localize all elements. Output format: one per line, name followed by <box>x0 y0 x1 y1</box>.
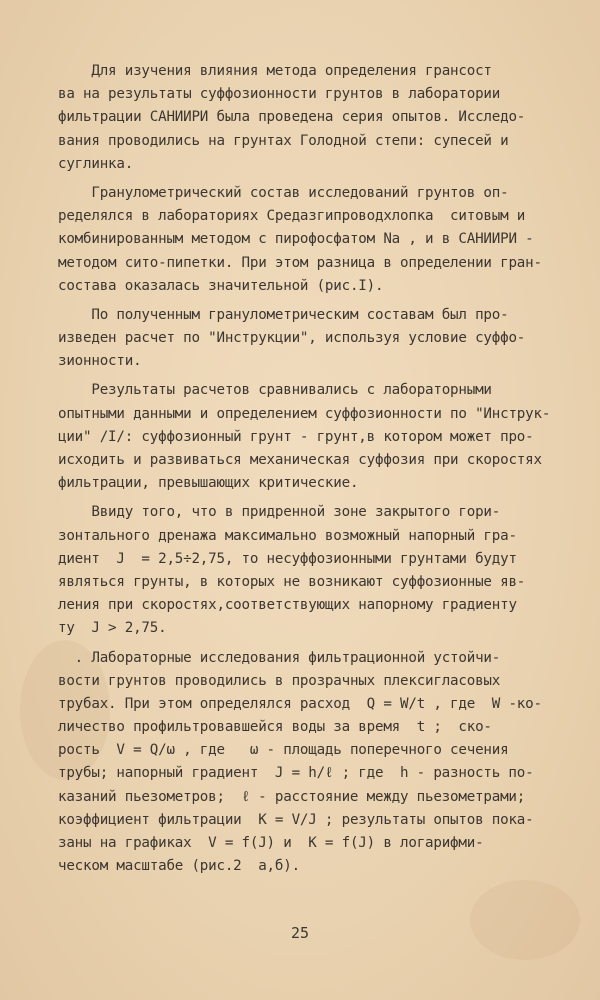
text-line: Для изучения влияния метода определения грансост <box>58 63 492 79</box>
paragraph <box>58 304 578 374</box>
text-line: опытными данными и определением суффозионности по "Инструк- <box>58 405 551 422</box>
text-line: коэффициент фильтрации K = V/J ; результаты опытов пока- <box>58 811 534 828</box>
text-line: Результаты расчетов сравнивались с лабораторными <box>58 382 492 399</box>
text-line: ту J > 2,75. <box>58 620 167 637</box>
text-line: зионности. <box>58 353 142 370</box>
text-line: зонтального дренажа максимально возможный напорный гра- <box>58 527 517 544</box>
body-text <box>58 60 578 878</box>
text-line: вания проводились на грунтах Голодной степи: супесей и <box>58 132 509 149</box>
text-line: . Лабораторные исследования фильтрационной устойчи- <box>58 649 501 666</box>
text-line: являться грунты, в которых не возникают суффозионные яв- <box>58 573 526 590</box>
text-line: личество профильтровавшейся воды за время t ; ско- <box>58 719 492 736</box>
text-line: Гранулометрический состав исследований грунтов оп- <box>58 184 509 201</box>
text-line: изведен расчет по "Инструкции", используя условие суффо- <box>58 330 526 347</box>
text-line: комбинированным методом с пирофосфатом Na , и в САНИИРИ - <box>58 231 534 248</box>
text-line: диент J = 2,5÷2,75, то несуффозионными грунтами будут <box>58 550 517 567</box>
paragraph <box>58 379 578 495</box>
text-line: вости грунтов проводились в прозрачных плексигласовых <box>58 672 501 689</box>
text-line: суглинка. <box>58 155 134 172</box>
paragraph <box>58 60 578 176</box>
text-line: исходить и развиваться механическая суффозия при скоростях <box>58 452 542 468</box>
text-line: фильтрации САНИИРИ была проведена серия опытов. Исследо- <box>58 109 526 126</box>
text-line: ределялся в лабораториях Средазгипроводхлопка ситовым и <box>58 208 526 225</box>
paragraph <box>58 647 578 879</box>
paper-stain <box>470 880 580 960</box>
text-line: трубы; напорный градиент J = h/ℓ ; где h - разность по- <box>58 765 534 782</box>
text-line: ции" /I/: суффозионный грунт - грунт,в котором может про- <box>58 428 534 445</box>
text-line: По полученным гранулометрическим составам был про- <box>58 306 509 323</box>
paragraph <box>58 501 578 640</box>
page-number: 25 <box>290 924 310 942</box>
text-line: трубах. При этом определялся расход Q = W/t , где W -ко- <box>58 695 542 712</box>
paragraph <box>58 182 578 298</box>
text-line: ческом масштабе (рис.2 а,б). <box>58 858 300 875</box>
text-line: казаний пьезометров; ℓ - расстояние между пьезометрами; <box>58 788 526 805</box>
text-line: методом сито-пипетки. При этом разница в определении гран- <box>58 254 542 271</box>
text-line: Ввиду того, что в придренной зоне закрытого гори- <box>58 504 501 521</box>
text-line: фильтрации, превышающих критические. <box>58 475 359 492</box>
text-line: ления при скоростях,соответствующих напорному градиенту <box>58 597 517 614</box>
text-line: ва на результаты суффозионности грунтов в лаборатории <box>58 86 501 103</box>
text-line: заны на графиках V = f(J) и K = f(J) в логарифми- <box>58 835 484 851</box>
text-line: состава оказалась значительной (рис.I). <box>58 277 384 294</box>
text-line: рость V = Q/ω , где ω - площадь поперечного сечения <box>58 742 509 759</box>
